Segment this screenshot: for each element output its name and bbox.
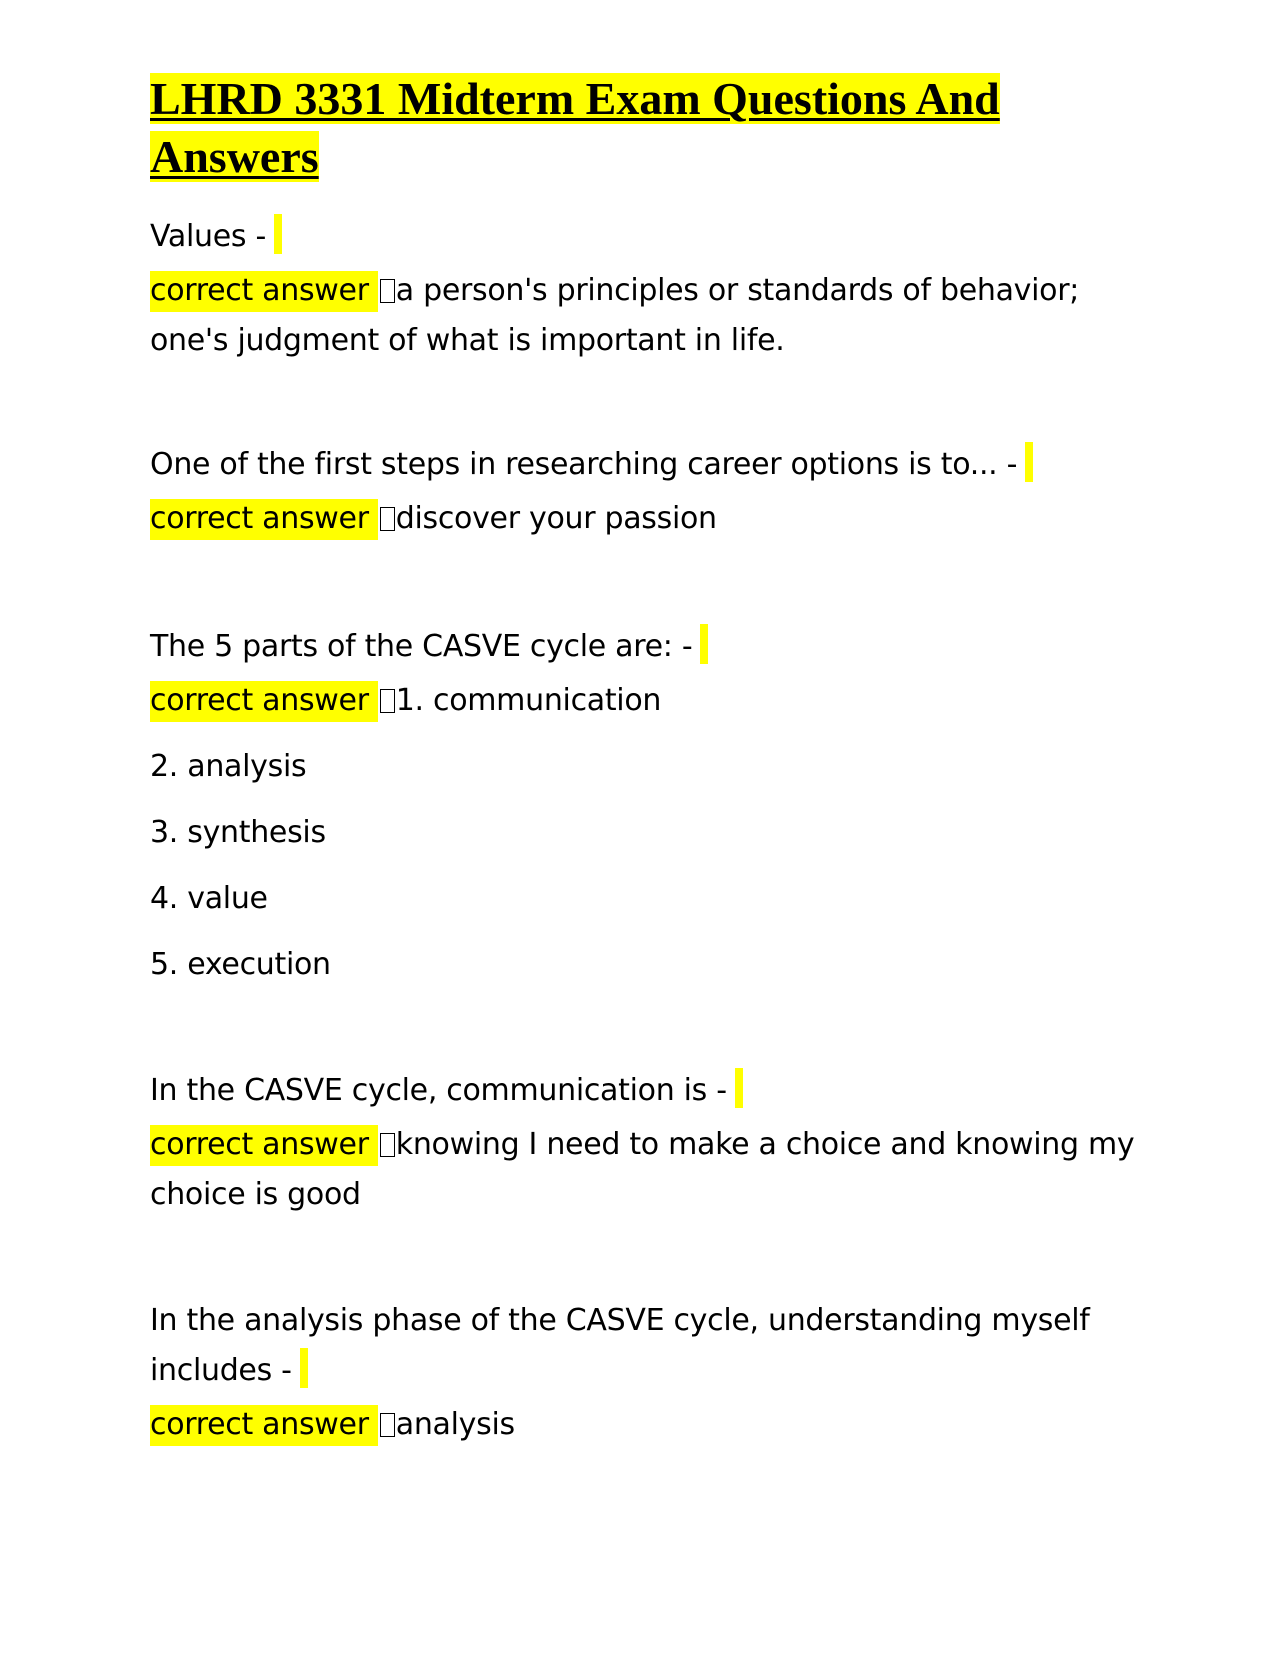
answer-list-line: 2. analysis [150,749,307,784]
document-page [150,70,1150,1530]
question-highlight-mark [1025,442,1033,482]
document-title [150,70,1150,186]
question-text: In the CASVE cycle, communication is - [150,1073,727,1108]
question-line [150,622,1150,672]
question-highlight-mark [700,624,708,664]
answer-text: 1. communication [395,683,662,718]
qa-item [150,212,1150,366]
question-text: The 5 parts of the CASVE cycle are: - [150,629,693,664]
answer-text: a person's principles or standards of behavior; one's judgment of what is important in life. [150,273,1080,358]
question-text: Values - [150,219,266,254]
answer-list-line: 4. value [150,881,268,916]
question-line [150,212,1150,262]
missing-glyph-icon [380,507,395,531]
answer-label: correct answer [150,1405,378,1446]
qa-item [150,622,1150,990]
answer-text: knowing I need to make a choice and knowing my choice is good [150,1127,1135,1212]
question-highlight-mark [274,214,282,254]
missing-glyph-icon [380,689,395,713]
question-highlight-mark [735,1068,743,1108]
question-line [150,1296,1150,1396]
title-text: LHRD 3331 Midterm Exam Questions And Answers [150,73,1000,182]
answer-line [150,266,1150,366]
missing-glyph-icon [380,279,395,303]
answer-line [150,676,1150,726]
answer-label: correct answer [150,499,378,540]
qa-item [150,440,1150,544]
question-text: In the analysis phase of the CASVE cycle, understanding myself includes - [150,1303,1090,1388]
missing-glyph-icon [380,1133,395,1157]
answer-label: correct answer [150,271,378,312]
answer-list-line: 3. synthesis [150,815,326,850]
answer-line [150,1120,1150,1220]
question-text: One of the first steps in researching career options is to... - [150,447,1018,482]
question-highlight-mark [300,1348,308,1388]
missing-glyph-icon [380,1413,395,1437]
answer-line [150,1400,1150,1450]
answer-label: correct answer [150,681,378,722]
question-line [150,1066,1150,1116]
answer-text: analysis [395,1407,515,1442]
answer-text: discover your passion [395,501,717,536]
qa-item [150,1066,1150,1220]
answer-label: correct answer [150,1125,378,1166]
answer-list-line: 5. execution [150,947,331,982]
qa-item [150,1296,1150,1450]
question-line [150,440,1150,490]
answer-line [150,494,1150,544]
